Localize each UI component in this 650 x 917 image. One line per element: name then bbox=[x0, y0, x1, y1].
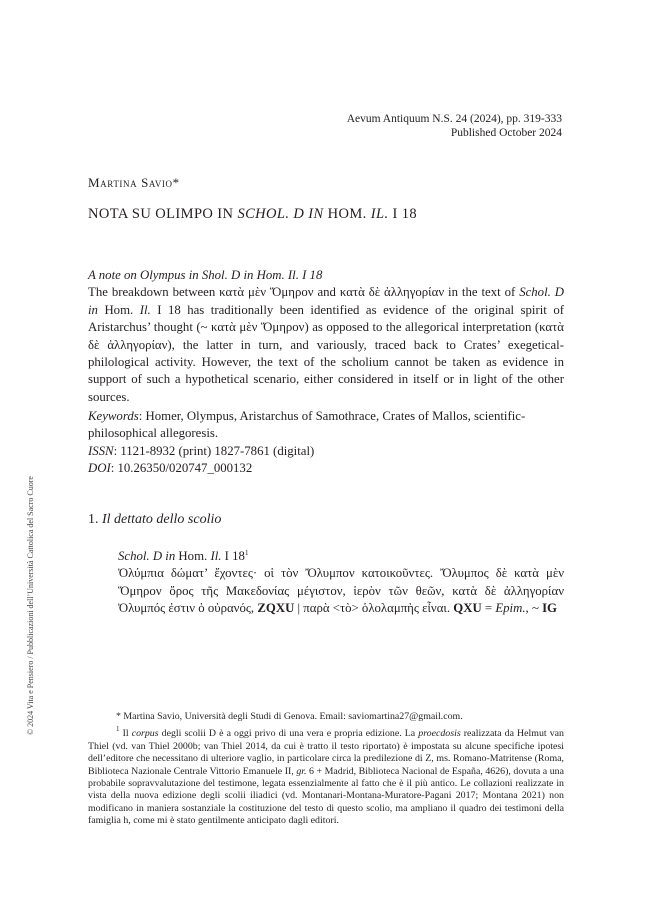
title-part-italic: IL. bbox=[370, 206, 389, 222]
footnote-text-italic: proecdosis bbox=[418, 728, 461, 740]
keywords-label: Keywords bbox=[88, 409, 139, 423]
manuscript-sigla: IG bbox=[542, 601, 558, 616]
manuscript-sigla: ZQXU bbox=[257, 601, 295, 616]
text-separator: = bbox=[481, 601, 496, 616]
doi-value: : 10.26350/020747_000132 bbox=[110, 461, 253, 476]
footnote-number: 1 bbox=[116, 725, 120, 734]
journal-citation: Aevum Antiquum N.S. 24 (2024), pp. 319-333 bbox=[346, 113, 562, 125]
abstract bbox=[88, 267, 564, 406]
keywords-line bbox=[88, 408, 564, 443]
abstract-text: The breakdown between κατὰ μὲν Ὅμηρον and κατὰ δὲ ἀλληγορίαν in the text of bbox=[88, 285, 520, 300]
title-part: HOM. bbox=[323, 206, 371, 222]
footnote-marker: 1 bbox=[244, 549, 249, 557]
ref-part-italic: Il. bbox=[210, 549, 222, 563]
title-part: I 18 bbox=[388, 206, 418, 222]
abstract-text: Hom. bbox=[97, 302, 140, 317]
article-title bbox=[88, 206, 417, 223]
greek-text: | παρὰ <τὸ> ὁλολαμπὴς εἶναι. bbox=[294, 601, 454, 616]
issn-label: ISSN bbox=[88, 443, 114, 458]
journal-header bbox=[347, 112, 562, 140]
abstract-text-italic: Il. bbox=[139, 302, 151, 317]
section-heading bbox=[88, 512, 221, 528]
title-part-italic: SCHOL. D IN bbox=[237, 206, 324, 222]
footnote-text: Il bbox=[119, 728, 132, 740]
manuscript-sigla: QXU bbox=[453, 601, 482, 616]
issn-line bbox=[88, 443, 564, 460]
ref-part: I 18 bbox=[221, 549, 245, 563]
greek-text: Ὀλύμπια δώματ’ ἔχοντες· οἱ τὸν Ὄλυμπον κατοικοῦντες. Ὄλυμπος δὲ κατὰ μὲν Ὅμηρον ὄρος τῆς Μακεδονίας μέγιστον, ἱερὸν τῶν θεῶν, κατὰ δὲ ἀλληγορίαν Ὀλυμπός ἐστιν ὁ οὐρανός, bbox=[118, 566, 564, 616]
footnote-1 bbox=[88, 723, 564, 827]
keywords-block bbox=[88, 408, 564, 478]
footnote-text: realizzata da Helmut van Thiel (vd. van Thiel 2000b; van Thiel 2014, da cui è tratto il testo riportato) è impostata su alcune specifiche ipotesi dell’editore che necessitano di ulteriore vaglio, in particolare circa la predilezione di Z, ms. Romano-Matritense (Roma, Biblioteca Nazionale Centrale Vittorio Emanuele II, bbox=[88, 728, 564, 777]
section-number: 1. bbox=[88, 512, 102, 527]
ref-part: Hom. bbox=[175, 549, 211, 563]
text-separator: , ~ bbox=[525, 601, 543, 616]
issn-value: : 1121-8932 (print) 1827-7861 (digital) bbox=[113, 443, 315, 458]
abstract-text-italic: Schol. D in bbox=[88, 285, 564, 317]
footnote-author: * Martina Savio, Università degli Studi di Genova. Email: saviomartina27@gmail.com. bbox=[116, 711, 463, 722]
keywords-text: : Homer, Olympus, Aristarchus of Samothrace, Crates of Mallos, scientific-philosophical allegoresis. bbox=[88, 409, 526, 441]
scholium-quote bbox=[118, 545, 564, 618]
title-part: NOTA SU OLIMPO IN bbox=[88, 206, 238, 222]
scholium-text bbox=[118, 565, 564, 617]
author-name: Martina Savio* bbox=[88, 175, 180, 190]
footnote-text: degli scolii D è a oggi privo di una vera e propria edizione. La bbox=[158, 728, 419, 740]
abstract-heading: A note on Olympus in Shol. D in Hom. Il. I 18 bbox=[88, 268, 323, 282]
doi-line bbox=[88, 460, 564, 477]
footnotes bbox=[88, 711, 564, 828]
copyright-side-note: © 2024 Vita e Pensiero / Pubblicazioni dell’Università Cattolica del Sacro Cuore bbox=[26, 476, 35, 735]
doi-label: DOI bbox=[88, 461, 111, 476]
ref-part-italic: Schol. D in bbox=[118, 549, 176, 563]
section-title: Il dettato dello scolio bbox=[102, 512, 222, 527]
footnote-text-italic: gr. bbox=[296, 765, 307, 777]
scholium-reference bbox=[118, 545, 564, 565]
abstract-text: I 18 has traditionally been identified as evidence of the original spirit of Aristarchus’ thought (~ κατὰ μὲν Ὅμηρον) as opposed to the allegorical interpretation (κατὰ δὲ ἀλληγορίαν), the latter in turn, and variously, traced back to Crates’ exegetical-philological activity. However, the text of the scholium cannot be taken as evidence in support of such a hypothetical scenario, either considered in itself or in light of the other sources. bbox=[88, 302, 564, 404]
footnote-text-italic: corpus bbox=[131, 728, 159, 740]
source-abbrev: Epim. bbox=[495, 601, 526, 616]
footnote-text: 6 + Madrid, Biblioteca Nacional de España, 4626), dovuta a una probabile sopravvalutazione del testimone, legata essenzialmente al fatto che è il più antico. Le collazioni realizzate in vista della nuova edizione degli scolii iliadici (vd. Montanari-Montana-Muratore-Pagani 2017; Montana 2021) non modificano in maniera sostanziale la costituzione del testo di questo scolio, ma ampliano il quadro dei testimoni della famiglia h, come mi è stato gentilmente anticipato dagli editori. bbox=[88, 765, 564, 827]
publication-date: Published October 2024 bbox=[450, 127, 562, 139]
